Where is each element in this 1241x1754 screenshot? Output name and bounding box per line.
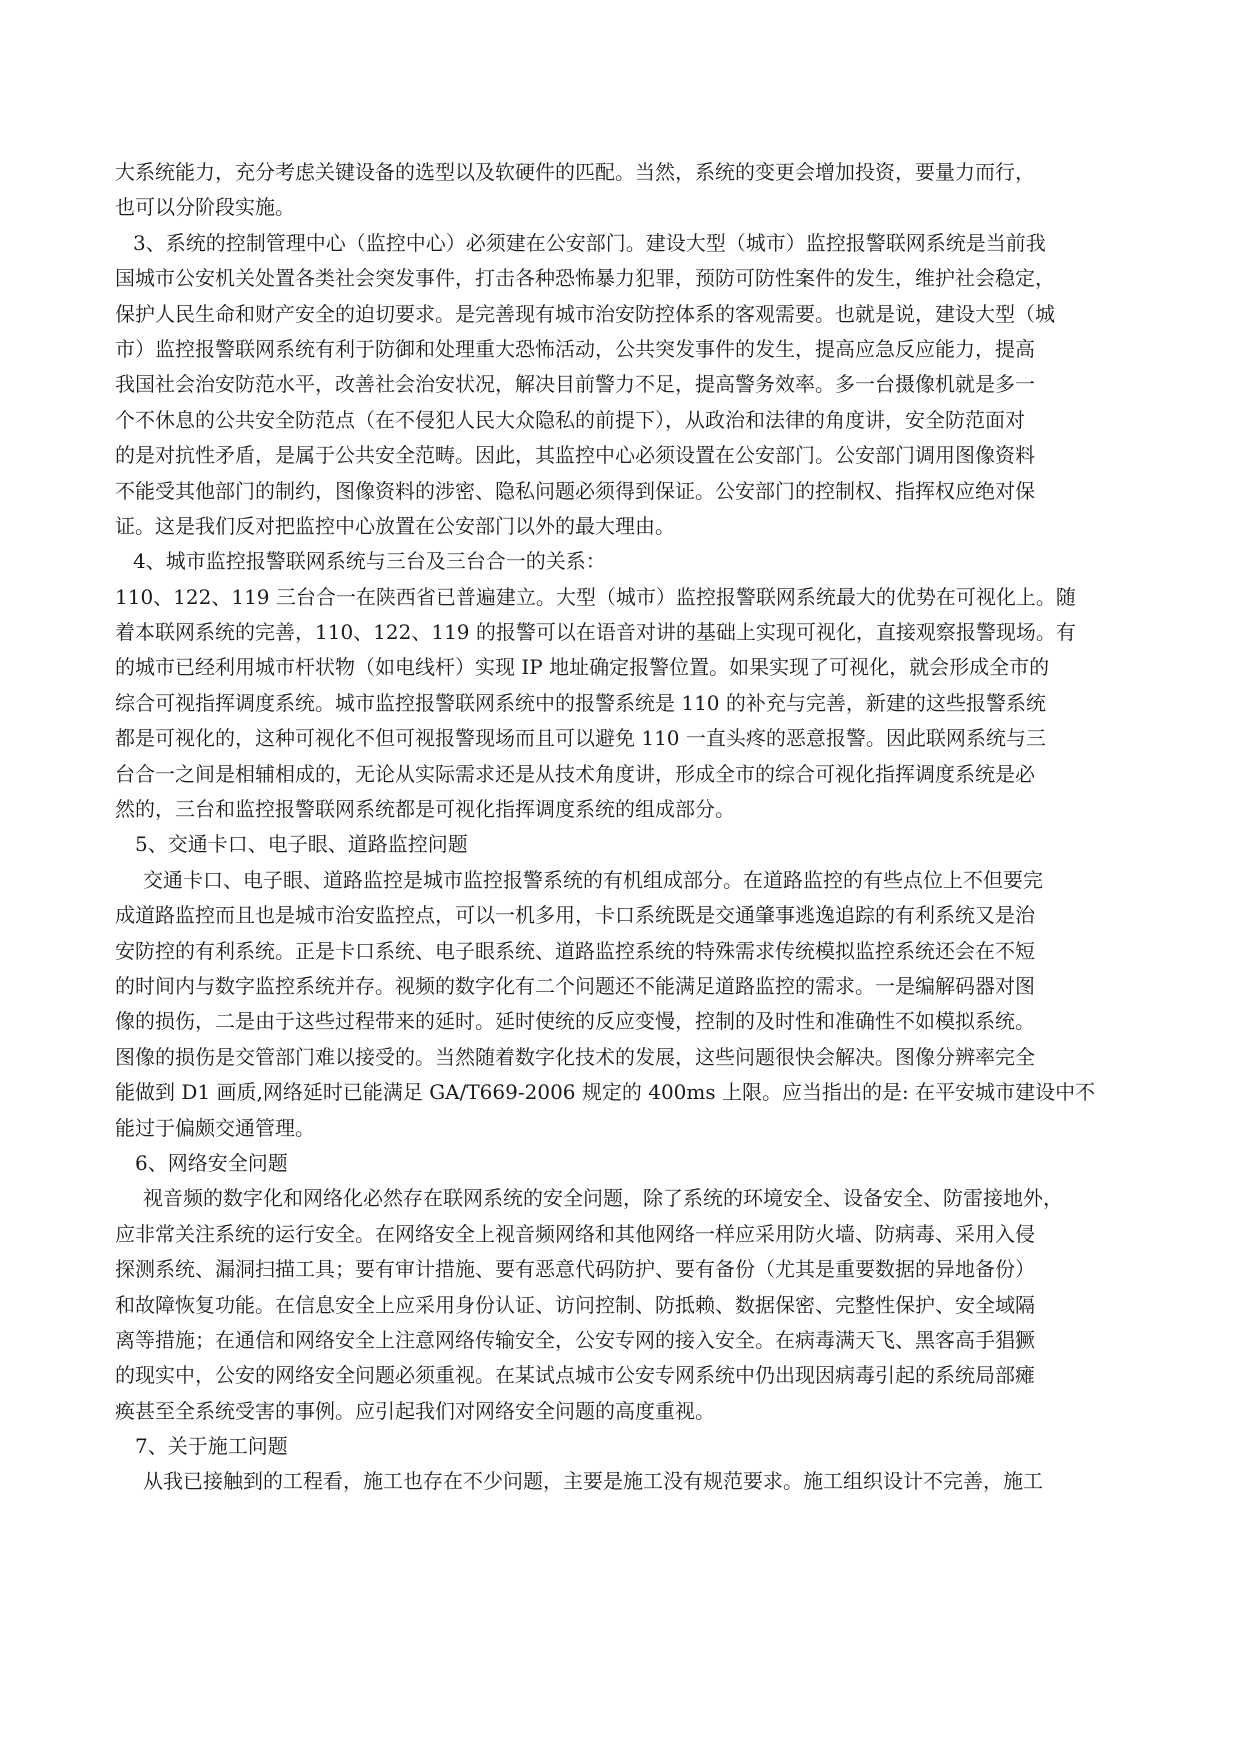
text-line: 都是可视化的，这种可视化不但可视报警现场而且可以避免 110 一直头疼的恶意报警。因此联网系统与三 <box>115 726 1046 751</box>
text-line: 的现实中，公安的网络安全问题必须重视。在某试点城市公安专网系统中仍出现因病毒引起的系统局部瘫 <box>115 1363 1035 1388</box>
text-line: 和故障恢复功能。在信息安全上应采用身份认证、访问控制、防抵赖、数据保密、完整性保护、安全域隔 <box>115 1292 1035 1317</box>
text-line: 台合一之间是相辅相成的，无论从实际需求还是从技术角度讲，形成全市的综合可视化指挥调度系统是必 <box>115 761 1035 786</box>
text-line: 的城市已经利用城市杆状物（如电线杆）实现 IP 地址确定报警位置。如果实现了可视化，就会形成全市的 <box>115 655 1050 680</box>
text-line: 的时间内与数字监控系统并存。视频的数字化有二个问题还不能满足道路监控的需求。一是编解码器对图 <box>115 973 1035 998</box>
text-line: 不能受其他部门的制约，图像资料的涉密、隐私问题必须得到保证。公安部门的控制权、指挥权应绝对保 <box>115 478 1035 503</box>
document-body <box>115 155 1125 1500</box>
text-line: 视音频的数字化和网络化必然存在联网系统的安全问题，除了系统的环境安全、设备安全、防雷接地外， <box>143 1186 1063 1211</box>
text-line: 大系统能力，充分考虑关键设备的选型以及软硬件的匹配。当然，系统的变更会增加投资，要量力而行， <box>115 160 1035 184</box>
text-line: 6、网络安全问题 <box>135 1150 288 1175</box>
text-line: 然的，三台和监控报警联网系统都是可视化指挥调度系统的组成部分。 <box>115 797 735 822</box>
text-line: 着本联网系统的完善，110、122、119 的报警可以在语音对讲的基础上实现可视化，直接观察报警现场。有 <box>115 620 1076 645</box>
text-line: 痪甚至全系统受害的事例。应引起我们对网络安全问题的高度重视。 <box>115 1398 715 1423</box>
text-line: 交通卡口、电子眼、道路监控是城市监控报警系统的有机组成部分。在道路监控的有些点位上不但要完 <box>143 867 1043 892</box>
text-line: 探测系统、漏洞扫描工具；要有审计措施、要有恶意代码防护、要有备份（尤其是重要数据的异地备份） <box>115 1257 1035 1282</box>
text-line: 能过于偏颇交通管理。 <box>115 1115 315 1140</box>
text-line: 图像的损伤是交管部门难以接受的。当然随着数字化技术的发展，这些问题很快会解决。图像分辨率完全 <box>115 1044 1035 1069</box>
text-line: 个不休息的公共安全防范点（在不侵犯人民大众隐私的前提下），从政治和法律的角度讲，安全防范面对 <box>115 407 1025 432</box>
text-line: 应非常关注系统的运行安全。在网络安全上视音频网络和其他网络一样应采用防火墙、防病毒、采用入侵 <box>115 1221 1035 1246</box>
text-line: 4、城市监控报警联网系统与三台及三台合一的关系： <box>133 549 606 574</box>
text-line: 也可以分阶段实施。 <box>115 195 295 220</box>
text-line: 从我已接触到的工程看，施工也存在不少问题，主要是施工没有规范要求。施工组织设计不完善，施工 <box>143 1469 1043 1494</box>
text-line: 保护人民生命和财产安全的迫切要求。是完善现有城市治安防控体系的客观需要。也就是说，建设大型（城 <box>115 301 1055 326</box>
text-line: 3、系统的控制管理中心（监控中心）必须建在公安部门。建设大型（城市）监控报警联网系统是当前我 <box>133 230 1046 255</box>
text-line: 安防控的有利系统。正是卡口系统、电子眼系统、道路监控系统的特殊需求传统模拟监控系统还会在不短 <box>115 938 1035 963</box>
text-line: 5、交通卡口、电子眼、道路监控问题 <box>135 832 468 857</box>
text-line: 7、关于施工问题 <box>135 1434 288 1459</box>
text-line: 的是对抗性矛盾，是属于公共安全范畴。因此，其监控中心必须设置在公安部门。公安部门调用图像资料 <box>115 443 1035 468</box>
text-line: 110、122、119 三台合一在陕西省已普遍建立。大型（城市）监控报警联网系统最大的优势在可视化上。随 <box>115 584 1076 609</box>
text-line: 综合可视指挥调度系统。城市监控报警联网系统中的报警系统是 110 的补充与完善，新建的这些报警系统 <box>115 690 1046 715</box>
text-line: 我国社会治安防范水平，改善社会治安状况，解决目前警力不足，提高警务效率。多一台摄像机就是多一 <box>115 372 1035 397</box>
text-line: 像的损伤，二是由于这些过程带来的延时。延时使统的反应变慢，控制的及时性和准确性不如模拟系统。 <box>115 1009 1035 1034</box>
text-line: 成道路监控而且也是城市治安监控点，可以一机多用，卡口系统既是交通肇事逃逸追踪的有利系统又是治 <box>115 903 1035 928</box>
text-line: 证。这是我们反对把监控中心放置在公安部门以外的最大理由。 <box>115 513 675 538</box>
text-line: 能做到 D1 画质,网络延时已能满足 GA/T669-2006 规定的 400ms 上限。应当指出的是: 在平安城市建设中不 <box>115 1080 1096 1105</box>
text-line: 国城市公安机关处置各类社会突发事件，打击各种恐怖暴力犯罪，预防可防性案件的发生，维护社会稳定， <box>115 266 1055 291</box>
text-line: 离等措施；在通信和网络安全上注意网络传输安全，公安专网的接入安全。在病毒满天飞、黑客高手猖獗 <box>115 1327 1035 1352</box>
text-line: 市）监控报警联网系统有利于防御和处理重大恐怖活动，公共突发事件的发生，提高应急反应能力，提高 <box>115 336 1035 361</box>
